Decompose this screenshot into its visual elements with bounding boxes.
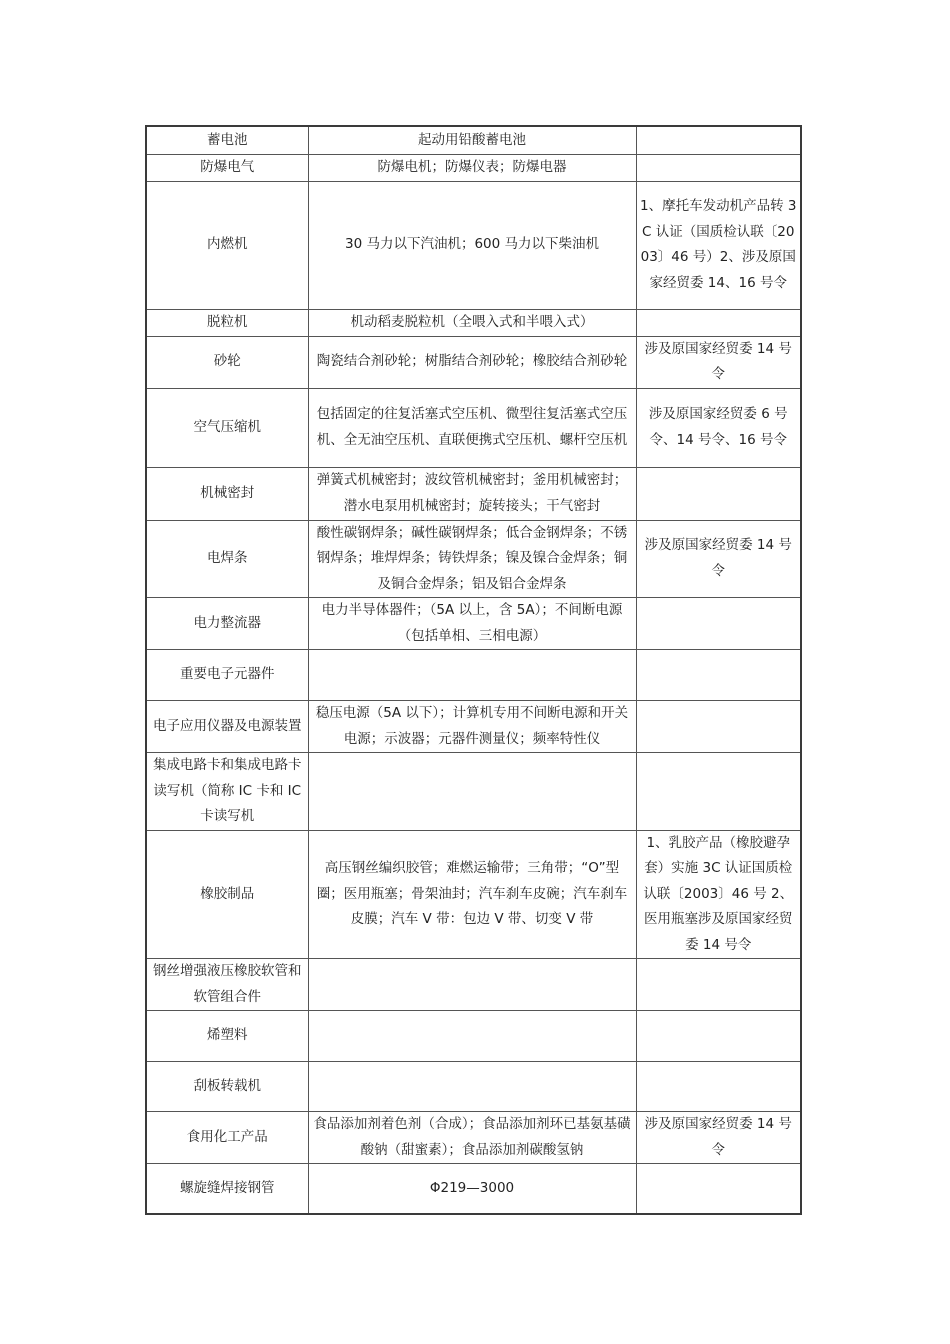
products-cell: 稳压电源（5A 以下）；计算机专用不间断电源和开关电源；示波器；元器件测量仪；频率特性仪 (308, 701, 636, 753)
category-cell: 电力整流器 (146, 598, 308, 650)
notes-cell (636, 467, 801, 520)
notes-cell (636, 959, 801, 1011)
product-table (145, 125, 802, 1215)
notes-cell (636, 650, 801, 701)
table-row (146, 336, 801, 388)
category-cell: 脱粒机 (146, 309, 308, 336)
products-cell: Φ219—3000 (308, 1164, 636, 1214)
table-row (146, 126, 801, 154)
notes-cell (636, 309, 801, 336)
notes-cell (636, 598, 801, 650)
products-cell (308, 1011, 636, 1062)
products-cell: 食品添加剂着色剂（合成）；食品添加剂环已基氨基磺酸钠（甜蜜素）；食品添加剂碳酸氢钠 (308, 1112, 636, 1164)
category-cell: 防爆电气 (146, 154, 308, 181)
table-row (146, 154, 801, 181)
table-row (146, 598, 801, 650)
table-row (146, 309, 801, 336)
notes-cell: 1、乳胶产品（橡胶避孕套）实施 3C 认证国质检认联〔2003〕46 号 2、医用瓶塞涉及原国家经贸委 14 号令 (636, 830, 801, 959)
category-cell: 电子应用仪器及电源装置 (146, 701, 308, 753)
notes-cell (636, 753, 801, 831)
products-cell: 起动用铅酸蓄电池 (308, 126, 636, 154)
category-cell: 烯塑料 (146, 1011, 308, 1062)
table-row (146, 830, 801, 959)
products-cell: 包括固定的往复活塞式空压机、微型往复活塞式空压机、全无油空压机、直联便携式空压机、螺杆空压机 (308, 388, 636, 467)
products-cell: 电力半导体器件；（5A 以上，含 5A）；不间断电源（包括单相、三相电源） (308, 598, 636, 650)
products-cell: 机动稻麦脱粒机（全喂入式和半喂入式） (308, 309, 636, 336)
category-cell: 砂轮 (146, 336, 308, 388)
table-row (146, 388, 801, 467)
table-row (146, 1062, 801, 1112)
category-cell: 刮板转载机 (146, 1062, 308, 1112)
notes-cell: 1、摩托车发动机产品转 3C 认证（国质检认联〔2003〕46 号）2、涉及原国家经贸委 14、16 号令 (636, 181, 801, 309)
products-cell: 高压钢丝编织胶管；难燃运输带；三角带；“O”型圈；医用瓶塞；骨架油封；汽车刹车皮碗；汽车刹车皮膜；汽车 V 带：包边 V 带、切变 V 带 (308, 830, 636, 959)
category-cell: 螺旋缝焊接钢管 (146, 1164, 308, 1214)
products-cell: 防爆电机；防爆仪表；防爆电器 (308, 154, 636, 181)
category-cell: 空气压缩机 (146, 388, 308, 467)
table-row (146, 520, 801, 598)
category-cell: 电焊条 (146, 520, 308, 598)
notes-cell: 涉及原国家经贸委 6 号令、14 号令、16 号令 (636, 388, 801, 467)
category-cell: 内燃机 (146, 181, 308, 309)
notes-cell (636, 1164, 801, 1214)
category-cell: 重要电子元器件 (146, 650, 308, 701)
products-cell: 弹簧式机械密封；波纹管机械密封；釜用机械密封；潜水电泵用机械密封；旋转接头；干气密封 (308, 467, 636, 520)
notes-cell: 涉及原国家经贸委 14 号令 (636, 336, 801, 388)
products-cell (308, 959, 636, 1011)
notes-cell (636, 701, 801, 753)
category-cell: 蓄电池 (146, 126, 308, 154)
table-row (146, 467, 801, 520)
notes-cell (636, 1062, 801, 1112)
category-cell: 机械密封 (146, 467, 308, 520)
table-row (146, 1112, 801, 1164)
table-row (146, 753, 801, 831)
table-row (146, 1011, 801, 1062)
products-cell (308, 650, 636, 701)
notes-cell: 涉及原国家经贸委 14 号令 (636, 1112, 801, 1164)
table-row (146, 701, 801, 753)
category-cell: 食用化工产品 (146, 1112, 308, 1164)
products-cell (308, 1062, 636, 1112)
notes-cell: 涉及原国家经贸委 14 号令 (636, 520, 801, 598)
notes-cell (636, 1011, 801, 1062)
category-cell: 集成电路卡和集成电路卡读写机（简称 IC 卡和 IC 卡读写机 (146, 753, 308, 831)
table-row (146, 181, 801, 309)
category-cell: 钢丝增强液压橡胶软管和软管组合件 (146, 959, 308, 1011)
products-cell: 30 马力以下汽油机；600 马力以下柴油机 (308, 181, 636, 309)
table-row (146, 1164, 801, 1214)
notes-cell (636, 154, 801, 181)
notes-cell (636, 126, 801, 154)
table-row (146, 650, 801, 701)
products-cell: 酸性碳钢焊条；碱性碳钢焊条；低合金钢焊条；不锈钢焊条；堆焊焊条；铸铁焊条；镍及镍合金焊条；铜及铜合金焊条；铝及铝合金焊条 (308, 520, 636, 598)
table-row (146, 959, 801, 1011)
products-cell (308, 753, 636, 831)
products-cell: 陶瓷结合剂砂轮；树脂结合剂砂轮；橡胶结合剂砂轮 (308, 336, 636, 388)
category-cell: 橡胶制品 (146, 830, 308, 959)
